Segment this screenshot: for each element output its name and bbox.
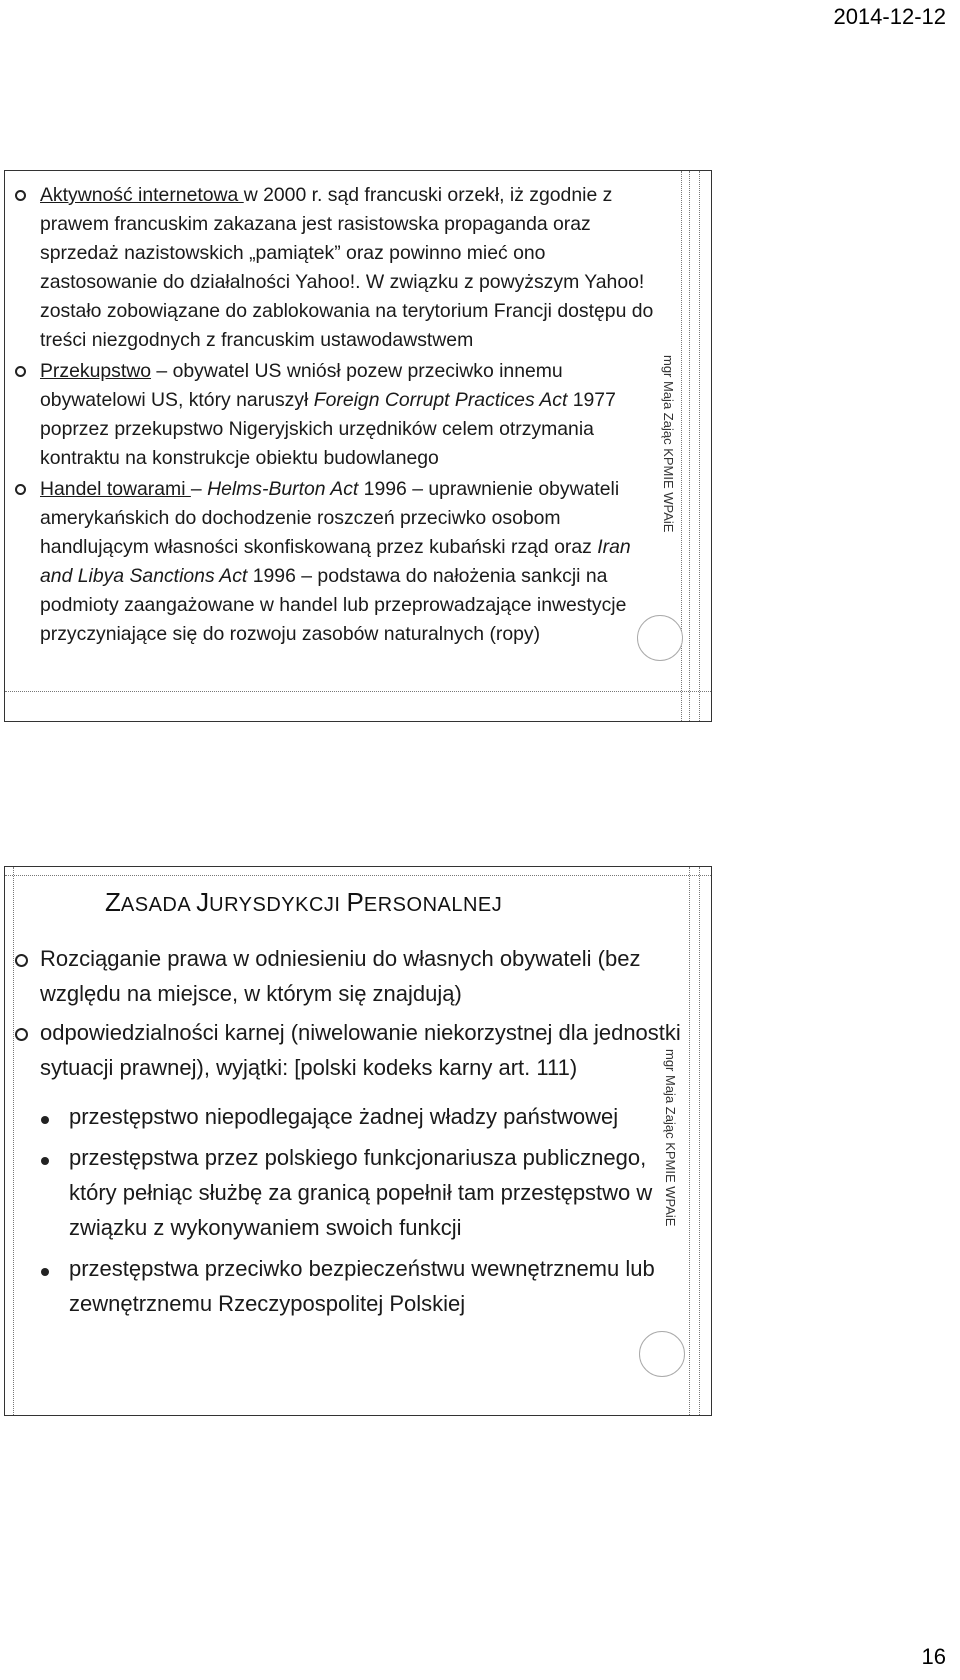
- list-item: [15, 181, 655, 355]
- item-lead: Aktywność internetowa: [40, 184, 244, 206]
- slide-rule: [5, 691, 711, 692]
- item-text: – obywatel US wniósł pozew przeciwko innemu obywatelowi US, który naruszył: [40, 360, 563, 411]
- slide-rule: [689, 867, 690, 1415]
- slide-1-content: [15, 181, 655, 649]
- header-date: 2014-12-12: [833, 4, 946, 29]
- slide-rule: [5, 875, 711, 876]
- item-text: 1996 – uprawnienie obywateli amerykańskich do dochodzenie roszczeń przeciwko osobom handlującym własności skonfiskowaną przez kubański rząd oraz: [40, 478, 620, 558]
- item-lead: Przekupstwo: [40, 360, 152, 382]
- item-text: 1977 poprzez przekupstwo Nigeryjskich urzędników celem otrzymania kontraktu na konstrukcje obiektu budowlanego: [40, 389, 616, 469]
- item-lead: Handel towarami: [40, 478, 191, 500]
- slide-rule: [699, 171, 700, 721]
- item-text: w 2000 r. sąd francuski orzekł, iż zgodnie z prawem francuskim zakazana jest rasistowska propaganda oraz sprzedaż nazistowskich „pamiątek” oraz powinno mieć ono zastosowanie do działalności Yahoo!. W związku z powyższym Yahoo! zostało zobowiązane do zablokowania na terytorium Francji dostępu do treści niezgodnych z francuskim ustawodawstwem: [40, 184, 654, 351]
- ring-bullet-icon: [15, 357, 26, 386]
- dot-bullet-icon: [41, 1099, 49, 1134]
- slide-rule: [699, 867, 700, 1415]
- slide-rule: [689, 171, 690, 721]
- dot-bullet-icon: [41, 1140, 49, 1175]
- sub-list-item: [35, 1251, 685, 1321]
- author-watermark: mgr Maja Zając KPMIE WPAiE: [663, 1049, 678, 1227]
- ring-bullet-icon: [15, 475, 26, 504]
- item-text: –: [190, 478, 208, 500]
- slide-title: ZASADA JURYSDYKCJI PERSONALNEJ: [105, 887, 503, 917]
- slide-2: [4, 866, 712, 1416]
- list-item: [15, 941, 685, 1011]
- item-text: 1996 – podstawa do nałożenia sankcji na podmioty zaangażowane w handel lub przeprowadzające inwestycje przyczyniające się do rozwoju zasobów naturalnych (ropy): [40, 565, 627, 645]
- sub-list-item: [35, 1099, 685, 1134]
- ring-bullet-icon: [15, 181, 26, 210]
- decorative-circle: [637, 615, 683, 661]
- slide-2-content: [15, 941, 685, 1321]
- ring-bullet-icon: [15, 1015, 28, 1050]
- decorative-circle: [639, 1331, 685, 1377]
- sub-item-text: przestępstwa przeciwko bezpieczeństwu wewnętrznemu lub zewnętrznemu Rzeczypospolitej Polskiej: [69, 1256, 655, 1316]
- item-italic: Iran and Libya Sanctions Act: [40, 536, 631, 587]
- slide-1: [4, 170, 712, 722]
- sub-item-text: przestępstwa przez polskiego funkcjonariusza publicznego, który pełniąc służbę za granicą popełnił tam przestępstwo w związku z wykonywaniem swoich funkcji: [69, 1145, 653, 1240]
- author-watermark: mgr Maja Zając KPMIE WPAiE: [661, 355, 676, 533]
- list-item: [15, 475, 655, 649]
- item-italic: Helms-Burton Act: [207, 478, 359, 500]
- item-text: odpowiedzialności karnej (niwelowanie niekorzystnej dla jednostki sytuacji prawnej), wyjątki: [polski kodeks karny art. 111): [40, 1020, 681, 1080]
- sub-list-item: [35, 1140, 685, 1245]
- page-number: 16: [921, 1644, 946, 1669]
- item-italic: Foreign Corrupt Practices Act: [313, 389, 568, 411]
- dot-bullet-icon: [41, 1251, 49, 1286]
- ring-bullet-icon: [15, 941, 28, 976]
- sub-item-text: przestępstwo niepodlegające żadnej władzy państwowej: [69, 1104, 619, 1129]
- list-item: [15, 1015, 685, 1085]
- list-item: [15, 357, 655, 473]
- slide-rule: [13, 867, 14, 1415]
- item-text: Rozciąganie prawa w odniesieniu do własnych obywateli (bez względu na miejsce, w którym się znajdują): [40, 946, 641, 1006]
